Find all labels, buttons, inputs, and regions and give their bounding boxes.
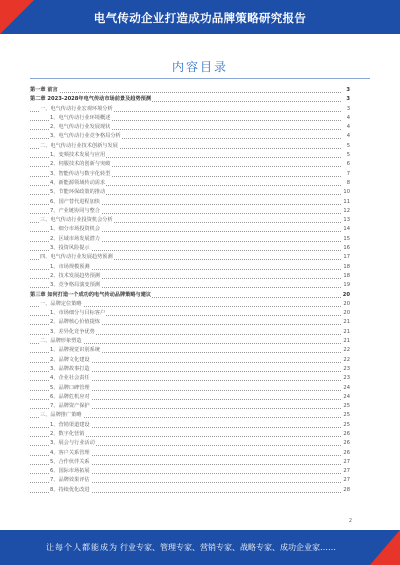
toc-entry-label: 3、竞争格局演变预测 (50, 281, 101, 290)
toc-entry-page: 24 (341, 384, 350, 393)
footer-banner (0, 530, 400, 565)
footer-slogan: 让每个人都能成为 (46, 543, 118, 552)
toc-entry[interactable] (30, 160, 350, 169)
toc-entry[interactable] (30, 244, 350, 253)
toc-entry-page: 27 (341, 467, 350, 476)
toc-entry-page: 5 (341, 142, 350, 151)
toc-entry[interactable] (30, 291, 350, 300)
toc-entry-page: 28 (341, 486, 350, 495)
toc-entry-page: 21 (341, 337, 350, 346)
toc-entry-page: 15 (341, 235, 350, 244)
toc-entry-label: 4、企业社会责任 (50, 374, 91, 383)
toc-entry[interactable] (30, 142, 350, 151)
toc-entry-page: 27 (341, 458, 350, 467)
toc-entry-label: 3、智能传动与数字化转型 (50, 170, 111, 179)
toc-entry[interactable] (30, 402, 350, 411)
toc-entry-page: 27 (341, 476, 350, 485)
report-title: 电气传动企业打造成功品牌策略研究报告 (93, 11, 307, 25)
toc-entry[interactable] (30, 356, 350, 365)
toc-entry[interactable] (30, 346, 350, 355)
toc-entry[interactable] (30, 449, 350, 458)
toc-entry[interactable] (30, 253, 350, 262)
toc-entry-label: 6、国际市场拓展 (50, 467, 91, 476)
toc-entry[interactable] (30, 337, 350, 346)
toc-entry-label: 1、电气传动行业环境概述 (50, 114, 111, 123)
toc-entry-label: 2、区域市场发展潜力 (50, 235, 101, 244)
toc-entry-page: 4 (341, 114, 350, 123)
toc-entry-page: 6 (341, 160, 350, 169)
toc-entry-label: 5、合作伙伴关系 (50, 458, 91, 467)
toc-entry-label: 5、品牌口碑管理 (50, 384, 91, 393)
footer-tagline: 行业专家、管理专家、营销专家、战略专家、成功企业家…… (120, 543, 336, 552)
toc-leader-dots (30, 92, 341, 93)
toc-entry[interactable] (30, 458, 350, 467)
toc-entry-page: 20 (341, 300, 350, 309)
toc-entry-label: 3、电气传动行业竞争格局分析 (50, 132, 122, 141)
toc-entry-page: 21 (341, 328, 350, 337)
toc-entry[interactable] (30, 132, 350, 141)
toc-entry-page: 16 (341, 244, 350, 253)
toc-entry[interactable] (30, 216, 350, 225)
toc-entry[interactable] (30, 318, 350, 327)
toc-entry-page: 3 (341, 95, 350, 104)
toc-entry-page: 25 (341, 402, 350, 411)
toc-entry-page: 14 (341, 225, 350, 234)
toc-entry[interactable] (30, 105, 350, 114)
toc-entry-label: 2、技术发展趋势预测 (50, 272, 101, 281)
toc-entry[interactable] (30, 272, 350, 281)
toc-entry-label: 二、电气传动行业技术创新与发展 (40, 142, 119, 151)
toc-entry-page: 26 (341, 439, 350, 448)
toc-entry-label: 1、营销渠道建设 (50, 421, 91, 430)
toc-entry[interactable] (30, 476, 350, 485)
toc-entry[interactable] (30, 486, 350, 495)
toc-entry[interactable] (30, 179, 350, 188)
toc-entry[interactable] (30, 393, 350, 402)
toc-entry-page: 10 (341, 188, 350, 197)
toc-entry-page: 24 (341, 393, 350, 402)
toc-entry-page: 18 (341, 272, 350, 281)
toc-entry-page: 11 (341, 198, 350, 207)
toc-entry-label: 3、展会与行业活动 (50, 439, 96, 448)
toc-entry[interactable] (30, 421, 350, 430)
toc-entry-label: 第二章 2023-2028年电气传动市场前景及趋势预测 (30, 95, 152, 104)
toc-entry[interactable] (30, 188, 350, 197)
toc-entry[interactable] (30, 281, 350, 290)
toc-entry[interactable] (30, 198, 350, 207)
toc-entry-label: 二、品牌形象塑造 (40, 337, 83, 346)
toc-entry[interactable] (30, 384, 350, 393)
toc-entry-page: 4 (341, 123, 350, 132)
toc-entry-label: 一、品牌定位策略 (40, 300, 83, 309)
toc-entry-label: 1、市场规模预测 (50, 263, 91, 272)
toc-entry-page: 17 (341, 253, 350, 262)
toc-entry-label: 2、数字化营销 (50, 430, 85, 439)
toc-entry-page: 5 (341, 151, 350, 160)
toc-entry-label: 第一章 前言 (30, 86, 59, 95)
toc-entry-page: 4 (341, 132, 350, 141)
toc-entry-label: 7、品牌资产保护 (50, 402, 91, 411)
toc-entry-label: 三、电气传动行业投资机会分析 (40, 216, 114, 225)
toc-entry[interactable] (30, 123, 350, 132)
toc-entry-label: 2、伺服技术的创新与突破 (50, 160, 111, 169)
toc-entry[interactable] (30, 151, 350, 160)
toc-entry-page: 23 (341, 365, 350, 374)
header-banner (0, 0, 400, 34)
toc-entry[interactable] (30, 300, 350, 309)
toc-entry[interactable] (30, 86, 350, 95)
toc-entry-label: 1、细分市场投资机会 (50, 225, 101, 234)
toc-entry-page: 8 (341, 179, 350, 188)
toc-entry-label: 5、节能环保政策的推动 (50, 188, 106, 197)
toc-entry-label: 3、品牌故事打造 (50, 365, 91, 374)
footer-corner-decoration (370, 530, 400, 565)
toc-entry[interactable] (30, 170, 350, 179)
toc-entry-page: 19 (341, 281, 350, 290)
toc-entry-page: 18 (341, 263, 350, 272)
toc-entry-page: 12 (341, 207, 350, 216)
toc-entry-label: 8、持续优化改进 (50, 486, 91, 495)
toc-entry-label: 2、品牌核心价值提炼 (50, 318, 101, 327)
toc-entry-page: 20 (341, 291, 350, 300)
toc-entry[interactable] (30, 114, 350, 123)
toc-entry-label: 4、新能源领域传动需求 (50, 179, 106, 188)
toc-entry-label: 1、市场细分与目标客户 (50, 309, 106, 318)
toc-entry[interactable] (30, 411, 350, 420)
toc-entry[interactable] (30, 374, 350, 383)
toc-entry-page: 7 (341, 170, 350, 179)
toc-entry[interactable] (30, 263, 350, 272)
toc-entry-label: 4、客户关系管理 (50, 449, 91, 458)
toc-entry-page: 23 (341, 374, 350, 383)
toc-entry[interactable] (30, 235, 350, 244)
toc-entry[interactable] (30, 365, 350, 374)
toc-entry-label: 1、变频技术发展与应用 (50, 151, 106, 160)
toc-entry-page: 20 (341, 309, 350, 318)
toc-entry-label: 三、品牌推广策略 (40, 411, 83, 420)
toc-entry-label: 6、国产替代进程加快 (50, 198, 101, 207)
toc-entry-label: 7、产业链协同与整合 (50, 207, 101, 216)
toc-entry[interactable] (30, 309, 350, 318)
toc-entry[interactable] (30, 225, 350, 234)
toc-divider (30, 78, 370, 79)
toc-entry[interactable] (30, 95, 350, 104)
toc-entry-label: 1、品牌视觉识别系统 (50, 346, 101, 355)
toc-entry-page: 22 (341, 356, 350, 365)
toc-entry[interactable] (30, 207, 350, 216)
toc-entry[interactable] (30, 439, 350, 448)
toc-entry-page: 21 (341, 318, 350, 327)
toc-entry-label: 3、投资风险提示 (50, 244, 91, 253)
toc-entry-page: 3 (341, 86, 350, 95)
toc-entry-page: 26 (341, 430, 350, 439)
toc-entry-label: 2、品牌文化建设 (50, 356, 91, 365)
toc-entry-page: 13 (341, 216, 350, 225)
toc-entry-label: 一、电气传动行业宏观环境分析 (40, 105, 114, 114)
toc-entry[interactable] (30, 328, 350, 337)
toc-entry-label: 2、电气传动行业发展现状 (50, 123, 111, 132)
toc-entry-page: 25 (341, 421, 350, 430)
toc-entry-page: 3 (341, 105, 350, 114)
toc-entry[interactable] (30, 430, 350, 439)
table-of-contents (30, 86, 350, 516)
toc-entry-label: 7、品牌效果评估 (50, 476, 91, 485)
toc-entry-label: 第三章 如何打造一个成功的电气传动品牌策略与建议 (30, 291, 152, 300)
toc-entry[interactable] (30, 467, 350, 476)
toc-entry-page: 22 (341, 346, 350, 355)
toc-heading: 内容目录 (171, 60, 228, 74)
toc-entry-page: 25 (341, 411, 350, 420)
page-number: 2 (348, 518, 352, 524)
toc-entry-label: 四、电气传动行业发展趋势预测 (40, 253, 114, 262)
toc-entry-label: 3、差异化竞争优势 (50, 328, 96, 337)
toc-entry-page: 26 (341, 449, 350, 458)
toc-entry-label: 6、品牌危机应对 (50, 393, 91, 402)
